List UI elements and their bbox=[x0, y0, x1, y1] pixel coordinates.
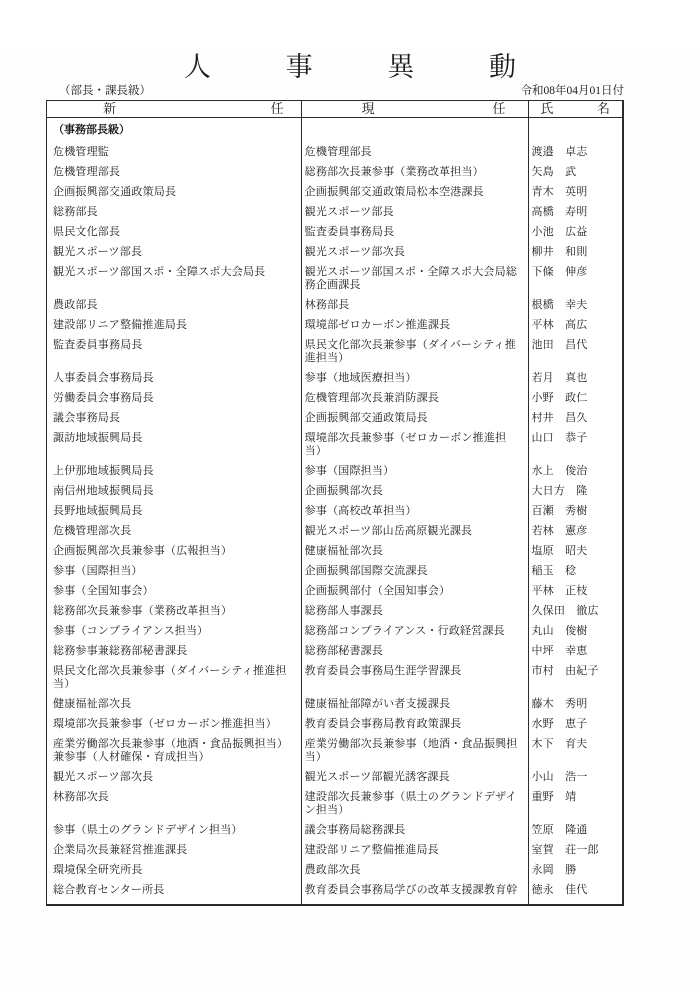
cell-current-position: 参事（高校改革担当） bbox=[304, 505, 417, 517]
cell-name: 笠原 隆通 bbox=[531, 824, 588, 836]
cell-new-position: 労働委員会事務局長 bbox=[53, 392, 154, 404]
cell-new-position: 参事（国際担当） bbox=[53, 565, 143, 577]
cell-name: 水野 恵子 bbox=[531, 718, 588, 730]
cell-current-position: 参事（地域医療担当） bbox=[304, 372, 417, 384]
cell-name: 大日方 隆 bbox=[531, 485, 588, 497]
cell-current-position: 企画振興部次長 bbox=[304, 485, 384, 497]
cell-current-position: 観光スポーツ部山岳高原観光課長 bbox=[304, 525, 473, 537]
cell-current-position: 建設部次長兼参事（県土のグランドデザイン担当） bbox=[304, 791, 517, 816]
cell-current-position: 企画振興部交通政策局松本空港課長 bbox=[304, 186, 484, 198]
table-row bbox=[47, 432, 622, 458]
cell-current-position: 総務部コンプライアンス・行政経営課長 bbox=[304, 625, 505, 637]
title-char: 人 bbox=[184, 52, 211, 82]
table-row bbox=[47, 844, 622, 857]
cell-new-position: 総務参事兼総務部秘書課長 bbox=[53, 645, 188, 657]
cell-name: 室賀 荘一郎 bbox=[531, 844, 599, 856]
cell-new-position: 総務部長 bbox=[53, 206, 98, 218]
cell-new-position: 南信州地域振興局長 bbox=[53, 485, 154, 497]
cell-new-position: 観光スポーツ部次長 bbox=[53, 771, 154, 783]
table-row bbox=[47, 625, 622, 638]
cell-new-position: 長野地域振興局長 bbox=[53, 505, 143, 517]
header-char: 新 bbox=[103, 101, 117, 116]
cell-name: 藤木 秀明 bbox=[531, 698, 588, 710]
cell-name: 根橋 幸夫 bbox=[531, 299, 588, 311]
table-row bbox=[47, 771, 622, 784]
cell-current-position: 監査委員事務局長 bbox=[304, 226, 395, 238]
cell-name: 永岡 勝 bbox=[531, 864, 577, 876]
table-body bbox=[47, 118, 622, 897]
cell-new-position: 林務部次長 bbox=[53, 791, 109, 803]
table-row bbox=[47, 565, 622, 578]
cell-current-position: 総務部人事課長 bbox=[304, 605, 384, 617]
cell-new-position: 参事（全国知事会） bbox=[53, 585, 154, 597]
cell-name: 中坪 幸恵 bbox=[531, 645, 588, 657]
table-row bbox=[47, 864, 622, 877]
cell-name: 稲玉 稔 bbox=[531, 565, 577, 577]
table-row bbox=[47, 166, 622, 179]
header-char: 現 bbox=[361, 101, 375, 116]
cell-new-position: 監査委員事務局長 bbox=[53, 339, 143, 351]
cell-current-position: 観光スポーツ部観光誘客課長 bbox=[304, 771, 450, 783]
cell-name: 丸山 俊樹 bbox=[531, 625, 588, 637]
cell-new-position: 総合教育センター所長 bbox=[53, 884, 165, 896]
table-row bbox=[47, 585, 622, 598]
cell-name: 平林 正枝 bbox=[531, 585, 588, 597]
cell-current-position: 産業労働部次長兼参事（地酒・食品振興担当） bbox=[304, 738, 518, 763]
cell-name: 高橋 寿明 bbox=[531, 206, 588, 218]
cell-new-position: 危機管理部長 bbox=[53, 166, 121, 178]
column-header-current-position bbox=[300, 101, 526, 117]
table-row bbox=[47, 824, 622, 837]
cell-current-position: 観光スポーツ部長 bbox=[304, 206, 394, 218]
title-char: 動 bbox=[488, 52, 516, 82]
cell-current-position: 議会事務局総務課長 bbox=[304, 824, 406, 836]
cell-name: 水上 俊治 bbox=[531, 465, 588, 477]
header-char: 氏 bbox=[540, 101, 554, 116]
cell-current-position: 健康福祉部障がい者支援課長 bbox=[304, 698, 451, 710]
cell-name: 村井 昌久 bbox=[531, 412, 588, 424]
cell-current-position: 環境部ゼロカーボン推進課長 bbox=[304, 319, 451, 331]
cell-new-position: 観光スポーツ部国スポ・全障スポ大会局長 bbox=[53, 266, 266, 278]
table-row bbox=[47, 372, 622, 385]
cell-new-position: 産業労働部次長兼参事（地酒・食品振興担当）兼参事（人材確保・育成担当） bbox=[53, 738, 289, 763]
cell-current-position: 総務部次長兼参事（業務改革担当） bbox=[304, 166, 484, 178]
table-row bbox=[47, 485, 622, 498]
column-header-new-position bbox=[47, 101, 300, 117]
cell-new-position: 健康福祉部次長 bbox=[53, 698, 132, 710]
cell-current-position: 農政部次長 bbox=[304, 864, 361, 876]
cell-new-position: 県民文化部長 bbox=[53, 226, 121, 238]
table-row bbox=[47, 738, 622, 764]
cell-current-position: 参事（国際担当） bbox=[304, 465, 395, 477]
cell-current-position: 県民文化部次長兼参事（ダイバーシティ推進担当） bbox=[304, 339, 516, 364]
cell-new-position: 総務部次長兼参事（業務改革担当） bbox=[53, 605, 233, 617]
cell-current-position: 健康福祉部次長 bbox=[304, 545, 384, 557]
column-divider bbox=[301, 101, 302, 904]
cell-current-position: 危機管理部次長兼消防課長 bbox=[304, 392, 440, 404]
cell-new-position: 諏訪地域振興局長 bbox=[53, 432, 143, 444]
cell-name: 下條 伸彦 bbox=[531, 266, 588, 278]
cell-name: 若林 憲彦 bbox=[531, 525, 588, 537]
table-row bbox=[47, 206, 622, 219]
table-row bbox=[47, 505, 622, 518]
cell-new-position: 環境保全研究所長 bbox=[53, 864, 143, 876]
table-row bbox=[47, 246, 622, 259]
cell-new-position: 建設部リニア整備推進局長 bbox=[53, 319, 188, 331]
table-row bbox=[47, 465, 622, 478]
table-row bbox=[47, 665, 622, 691]
cell-new-position: 参事（コンプライアンス担当） bbox=[53, 625, 209, 637]
title-char: 異 bbox=[387, 52, 415, 82]
table-row bbox=[47, 319, 622, 332]
cell-name: 平林 高広 bbox=[531, 319, 588, 331]
cell-name: 柳井 和則 bbox=[531, 246, 588, 258]
table-row bbox=[47, 545, 622, 558]
table-row bbox=[47, 645, 622, 658]
title-char: 事 bbox=[285, 52, 313, 82]
cell-current-position: 企画振興部付（全国知事会） bbox=[304, 585, 451, 597]
cell-name: 重野 靖 bbox=[531, 791, 577, 803]
cell-name: 徳永 佳代 bbox=[531, 884, 588, 896]
cell-current-position: 企画振興部国際交流課長 bbox=[304, 565, 428, 577]
cell-new-position: 人事委員会事務局長 bbox=[53, 372, 154, 384]
cell-new-position: 危機管理部次長 bbox=[53, 525, 132, 537]
cell-current-position: 教育委員会事務局教育政策課長 bbox=[304, 718, 462, 730]
cell-current-position: 林務部長 bbox=[304, 299, 350, 311]
table-row bbox=[47, 884, 622, 897]
doc-date: 令和08年04月01日付 bbox=[520, 85, 624, 97]
table-header bbox=[47, 101, 622, 118]
cell-new-position: 議会事務局長 bbox=[53, 412, 121, 424]
cell-name: 矢島 武 bbox=[531, 166, 577, 178]
table-row bbox=[47, 698, 622, 711]
cell-name: 塩原 昭夫 bbox=[531, 545, 588, 557]
cell-name: 久保田 徹広 bbox=[531, 605, 599, 617]
cell-name: 小池 広益 bbox=[531, 226, 588, 238]
table-row bbox=[47, 339, 622, 365]
section-label: （事務部長級） bbox=[53, 124, 130, 136]
cell-current-position: 教育委員会事務局生涯学習課長 bbox=[304, 665, 462, 677]
cell-new-position: 上伊那地域振興局長 bbox=[53, 465, 154, 477]
cell-current-position: 教育委員会事務局学びの改革支援課教育幹 bbox=[304, 884, 518, 896]
cell-new-position: 参事（県土のグランドデザイン担当） bbox=[53, 824, 243, 836]
table-row bbox=[47, 146, 622, 159]
cell-name: 若月 真也 bbox=[531, 372, 588, 384]
cell-name: 市村 由紀子 bbox=[531, 665, 599, 677]
table-row bbox=[47, 226, 622, 239]
meta-line bbox=[46, 84, 624, 99]
table-row bbox=[47, 525, 622, 538]
column-divider bbox=[528, 101, 529, 904]
cell-current-position: 観光スポーツ部国スポ・全障スポ大会局総務企画課長 bbox=[304, 266, 518, 291]
cell-current-position: 建設部リニア整備推進局長 bbox=[304, 844, 439, 856]
table-row bbox=[47, 791, 622, 817]
cell-new-position: 環境部次長兼参事（ゼロカーボン推進担当） bbox=[53, 718, 277, 730]
cell-new-position: 危機管理監 bbox=[53, 146, 109, 158]
personnel-table bbox=[46, 100, 624, 906]
cell-new-position: 県民文化部次長兼参事（ダイバーシティ推進担当） bbox=[53, 665, 287, 690]
cell-current-position: 環境部次長兼参事（ゼロカーボン推進担当） bbox=[304, 432, 507, 457]
page-title bbox=[184, 52, 516, 82]
header-char: 任 bbox=[492, 101, 506, 116]
table-row bbox=[47, 186, 622, 199]
table-row bbox=[47, 299, 622, 312]
cell-name: 山口 恭子 bbox=[531, 432, 588, 444]
header-char: 名 bbox=[596, 101, 610, 116]
cell-new-position: 観光スポーツ部長 bbox=[53, 246, 143, 258]
cell-new-position: 企画振興部交通政策局長 bbox=[53, 186, 177, 198]
cell-current-position: 観光スポーツ部次長 bbox=[304, 246, 406, 258]
table-row bbox=[47, 718, 622, 731]
table-row bbox=[47, 412, 622, 425]
cell-name: 百瀬 秀樹 bbox=[531, 505, 588, 517]
cell-new-position: 企画振興部次長兼参事（広報担当） bbox=[53, 545, 233, 557]
cell-name: 木下 育夫 bbox=[531, 738, 588, 750]
table-row bbox=[47, 605, 622, 618]
doc-subtitle: （部長・課長級） bbox=[59, 85, 151, 97]
table-row bbox=[47, 266, 622, 292]
cell-current-position: 企画振興部交通政策局長 bbox=[304, 412, 428, 424]
column-header-name bbox=[526, 101, 622, 117]
cell-current-position: 危機管理部長 bbox=[304, 146, 372, 158]
header-char: 任 bbox=[270, 101, 284, 116]
cell-name: 渡邉 卓志 bbox=[531, 146, 588, 158]
cell-name: 小山 浩一 bbox=[531, 771, 588, 783]
cell-name: 池田 昌代 bbox=[531, 339, 588, 351]
cell-current-position: 総務部秘書課長 bbox=[304, 645, 384, 657]
cell-new-position: 農政部長 bbox=[53, 299, 98, 311]
cell-name: 小野 政仁 bbox=[531, 392, 588, 404]
cell-name: 青木 英明 bbox=[531, 186, 588, 198]
document-page bbox=[0, 52, 700, 990]
cell-new-position: 企業局次長兼経営推進課長 bbox=[53, 844, 188, 856]
table-row bbox=[47, 392, 622, 405]
